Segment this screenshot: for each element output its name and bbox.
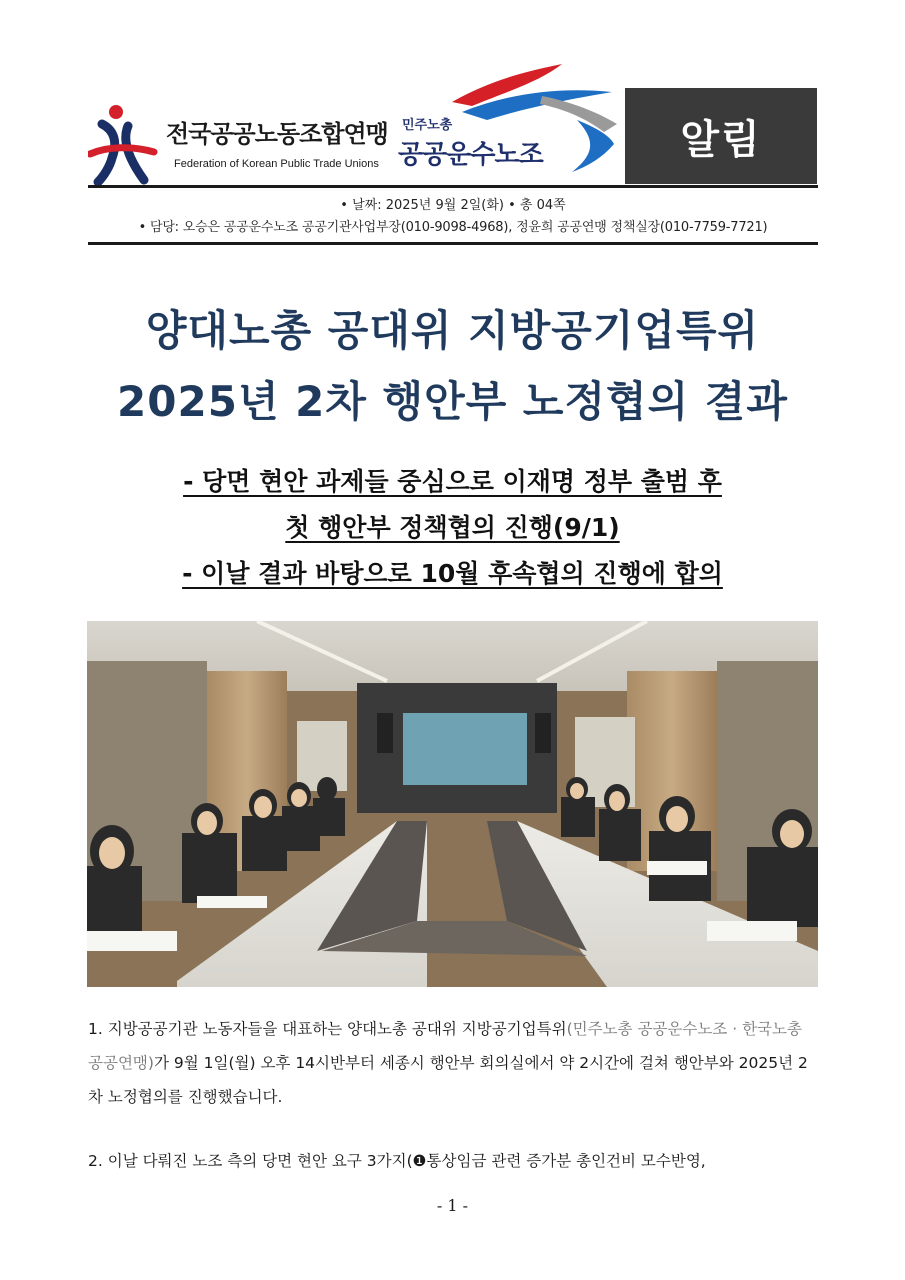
header-rule-top: [88, 185, 818, 188]
meta-contact: • 담당: 오승은 공공운수노조 공공기관사업부장(010-9098-4968), 정윤희 공공연맹 정책실장(010-7759-7721): [138, 220, 768, 235]
fktu-name-ko: 전국공공노동조합연맹: [166, 119, 388, 148]
subtitle-line-2: 첫 행안부 정책협의 진행(9/1): [285, 513, 620, 542]
paragraph-2: 2. 이날 다뤄진 노조 측의 당면 현안 요구 3가지(❶통상임금 관련 증가분 총인건비 모수반영,: [88, 1152, 706, 1170]
title-line-1: 양대노총 공대위 지방공기업특위: [145, 306, 760, 355]
fktu-name-en: Federation of Korean Public Trade Unions: [174, 158, 379, 170]
fktu-emblem-icon: [88, 100, 168, 185]
fktu-logo: [88, 100, 388, 185]
union-affiliation: 민주노총: [402, 118, 453, 133]
meeting-photo: [87, 621, 818, 987]
paragraph-1: 1. 지방공공기관 노동자들을 대표하는 양대노총 공대위 지방공기업특위(민주노총 공공운수노조 · 한국노총 공공연맹)가 9월 1일(월) 오후 14시반부터 세종시 행안부 회의실에서 약 2시간에 걸쳐 행안부와 2025년 2차 노정협의를 진행했습니다.: [88, 1020, 808, 1106]
page-number: - 1 -: [436, 1196, 469, 1215]
header-rule-bottom: [88, 242, 818, 245]
union-name: 공공운수노조: [398, 140, 543, 170]
meta-date: • 날짜: 2025년 9월 2일(화) • 총 04쪽: [340, 198, 566, 213]
subtitle-line-3: - 이날 결과 바탕으로 10월 후속협의 진행에 합의: [182, 559, 723, 588]
notice-badge: 알림: [625, 88, 817, 184]
title-line-2: 2025년 2차 행안부 노정협의 결과: [117, 377, 788, 426]
subtitle-line-1: - 당면 현안 과제들 중심으로 이재명 정부 출범 후: [183, 467, 722, 496]
union-logo: [392, 62, 627, 182]
